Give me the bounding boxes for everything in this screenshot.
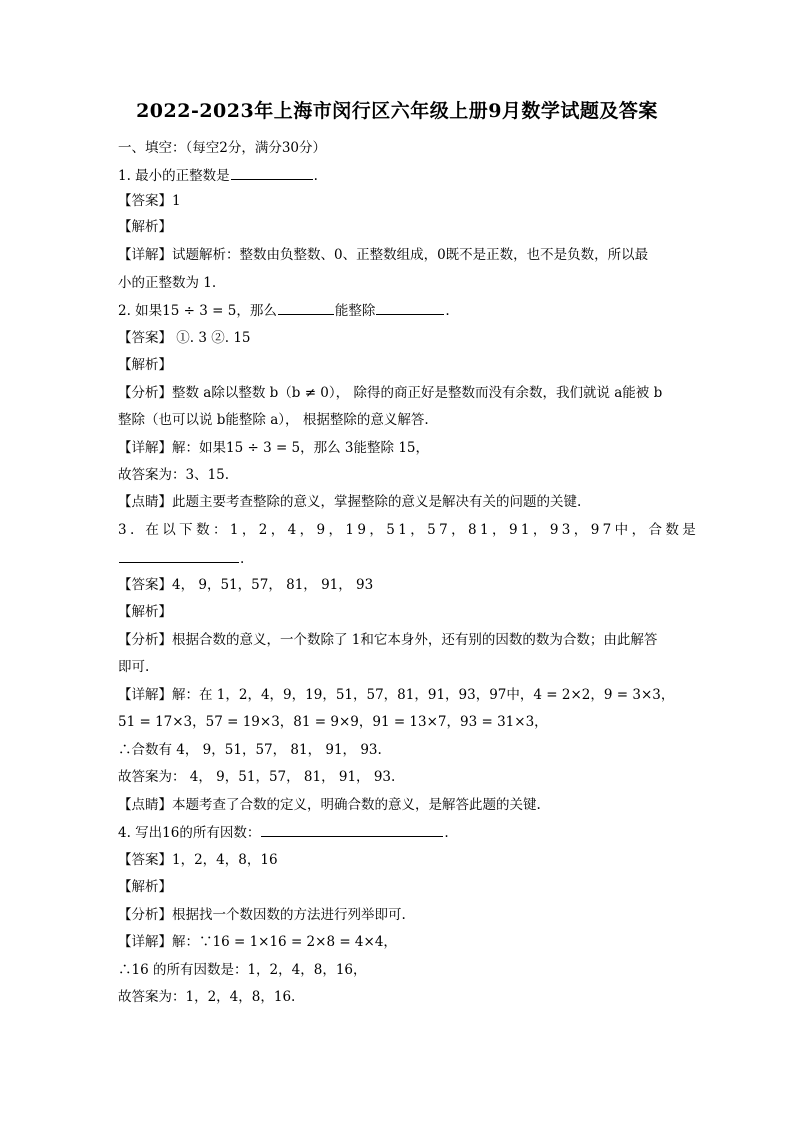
text-segment: 【点睛】本题考查了合数的定义，明确合数的意义，是解答此题的关键.: [118, 797, 541, 813]
text-line: [118, 796, 683, 814]
text-segment: 故答案为： 4， 9，51，57， 81， 91， 93.: [118, 769, 396, 785]
text-segment: 【详解】试题解析：整数由负整数、0、正整数组成，0既不是正数，也不是负数，所以最: [118, 247, 649, 263]
text-segment: 2. 如果15 ÷ 3 = 5，那么: [118, 303, 277, 319]
text-segment: 【分析】整数 a除以整数 b（b ≠ 0）， 除得的商正好是整数而没有余数，我们就说 a能被 b: [118, 385, 663, 401]
text-segment: 小的正整数为 1.: [118, 275, 217, 291]
answer-blank: [231, 166, 313, 180]
text-line: [118, 466, 683, 484]
text-line: [118, 246, 683, 264]
text-segment: 4. 写出16的所有因数：: [118, 825, 261, 841]
text-line: [118, 961, 683, 979]
text-line: [118, 439, 683, 457]
text-line: [118, 301, 683, 320]
text-segment: 【点睛】此题主要考查整除的意义，掌握整除的意义是解决有关的问题的关键.: [118, 494, 582, 510]
answer-blank: [278, 301, 334, 315]
text-line: [118, 823, 683, 842]
text-line: [118, 356, 683, 374]
text-line: [118, 274, 683, 292]
text-line: [118, 686, 683, 704]
text-segment: .: [240, 551, 245, 567]
text-line: [118, 713, 683, 731]
text-segment: 【解析】: [118, 604, 172, 620]
text-segment: .: [444, 825, 449, 841]
text-line: [118, 218, 683, 236]
answer-blank: [119, 549, 239, 563]
text-line: [118, 384, 683, 402]
answer-blank: [376, 301, 444, 315]
text-segment: 整除（也可以说 b能整除 a）， 根据整除的意义解答.: [118, 412, 429, 428]
text-segment: 【分析】根据合数的意义，一个数除了 1和它本身外，还有别的因数的数为合数；由此解答: [118, 632, 658, 648]
text-line: [118, 192, 683, 210]
text-line: [118, 741, 683, 759]
text-line: [118, 576, 683, 594]
text-segment: 【详解】解：∵16 = 1×16 = 2×8 = 4×4，: [118, 934, 397, 950]
text-segment: 【解析】: [118, 219, 172, 235]
text-line: [118, 603, 683, 621]
text-line: [118, 166, 683, 185]
text-segment: 1. 最小的正整数是: [118, 168, 230, 184]
text-line: [118, 768, 683, 786]
text-segment: 【答案】1: [118, 193, 181, 209]
text-segment: 【详解】解：在 1，2，4，9，19，51，57，81，91，93，97中，4 = 2×2，9 = 3×3，: [118, 687, 675, 703]
text-line: [118, 411, 683, 429]
text-line: [118, 988, 683, 1006]
text-segment: 【分析】根据找一个数因数的方法进行列举即可.: [118, 907, 406, 923]
text-segment: 【解析】: [118, 357, 172, 373]
text-line: [118, 851, 683, 869]
text-segment: 能整除: [334, 303, 376, 319]
text-segment: 故答案为：3、15.: [118, 467, 230, 483]
text-segment: ∴合数有 4， 9，51，57， 81， 91， 93.: [118, 742, 382, 758]
text-segment: 【答案】4， 9，51，57， 81， 91， 93: [118, 577, 374, 593]
text-line: [118, 631, 683, 649]
text-segment: 【详解】解：如果15 ÷ 3 = 5，那么 3能整除 15，: [118, 440, 429, 456]
text-line: [118, 658, 683, 676]
text-line: [118, 933, 683, 951]
section-header: 一、填空：（每空2分，满分30分）: [118, 140, 327, 156]
text-line: [118, 878, 683, 896]
text-segment: 51 = 17×3，57 = 19×3，81 = 9×9，91 = 13×7，93 = 31×3，: [118, 714, 548, 730]
text-segment: ∴16 的所有因数是：1，2，4，8，16，: [118, 962, 367, 978]
text-segment: 【答案】1，2，4，8，16: [118, 852, 278, 868]
document-title: 2022-2023年上海市闵行区六年级上册9月数学试题及答案: [136, 100, 658, 122]
text-segment: .: [445, 303, 450, 319]
text-segment: .: [313, 168, 318, 184]
text-line: [118, 493, 683, 511]
text-line: [118, 329, 683, 347]
text-segment: 【答案】 ①. 3 ②. 15: [118, 330, 251, 346]
text-line: [118, 906, 683, 924]
answer-blank: [261, 823, 443, 837]
text-segment: 3. 在以下数：1，2，4，9，19，51，57，81，91，93，97中，合数是: [118, 522, 700, 538]
text-line: [118, 521, 700, 539]
text-line: [118, 549, 683, 568]
text-segment: 即可.: [118, 659, 150, 675]
text-segment: 故答案为：1，2，4，8，16.: [118, 989, 296, 1005]
text-segment: 【解析】: [118, 879, 172, 895]
